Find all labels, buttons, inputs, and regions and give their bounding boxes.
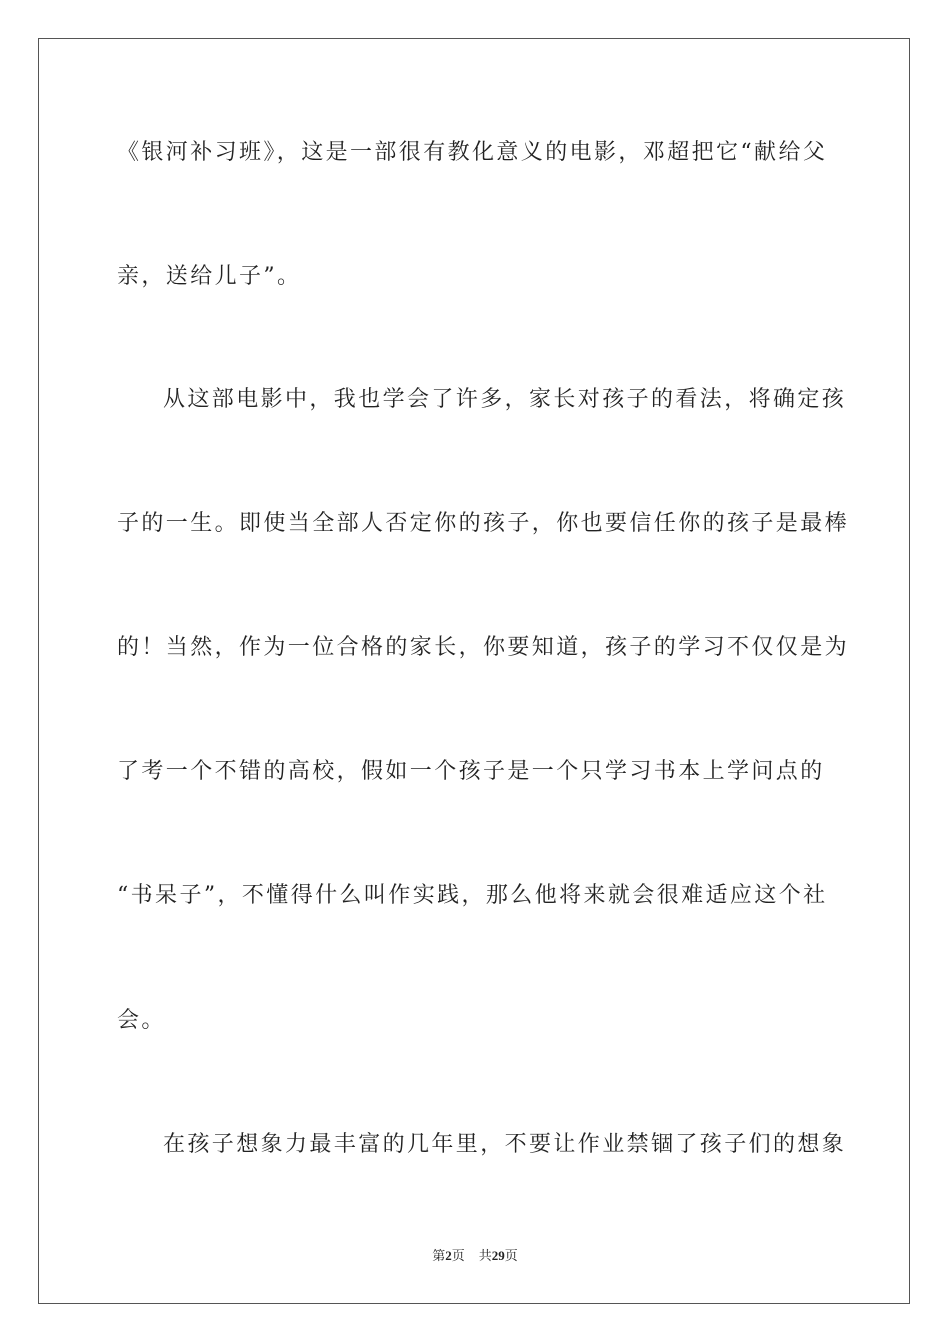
page-number: 2 [445,1248,452,1263]
page-prefix: 第 [432,1249,446,1264]
total-suffix: 页 [504,1249,518,1264]
page-footer [0,1247,950,1266]
page-suffix: 页 [451,1249,465,1264]
paragraph-start-line: 在孩子想象力最丰富的几年里，不要让作业禁锢了孩子们的想象 [163,1132,847,1157]
text-line: 子的一生。即使当全部人否定你的孩子，你也要信任你的孩子是最棒 [117,511,850,536]
text-line: 的！当然，作为一位合格的家长，你要知道，孩子的学习不仅仅是为 [117,635,850,660]
text-line: “书呆子”，不懂得什么叫作实践，那么他将来就会很难适应这个社 [117,883,828,908]
paragraph-start-line: 从这部电影中，我也学会了许多，家长对孩子的看法，将确定孩 [163,387,847,412]
total-pages: 29 [491,1248,505,1263]
text-line: 亲，送给儿子”。 [117,264,302,289]
total-prefix: 共 [478,1249,492,1264]
text-line: 了考一个不错的高校，假如一个孩子是一个只学习书本上学问点的 [117,759,825,784]
text-line: 会。 [117,1008,166,1033]
text-line: 《银河补习班》，这是一部很有教化意义的电影，邓超把它“献给父 [117,140,828,165]
page-border [38,38,910,1304]
